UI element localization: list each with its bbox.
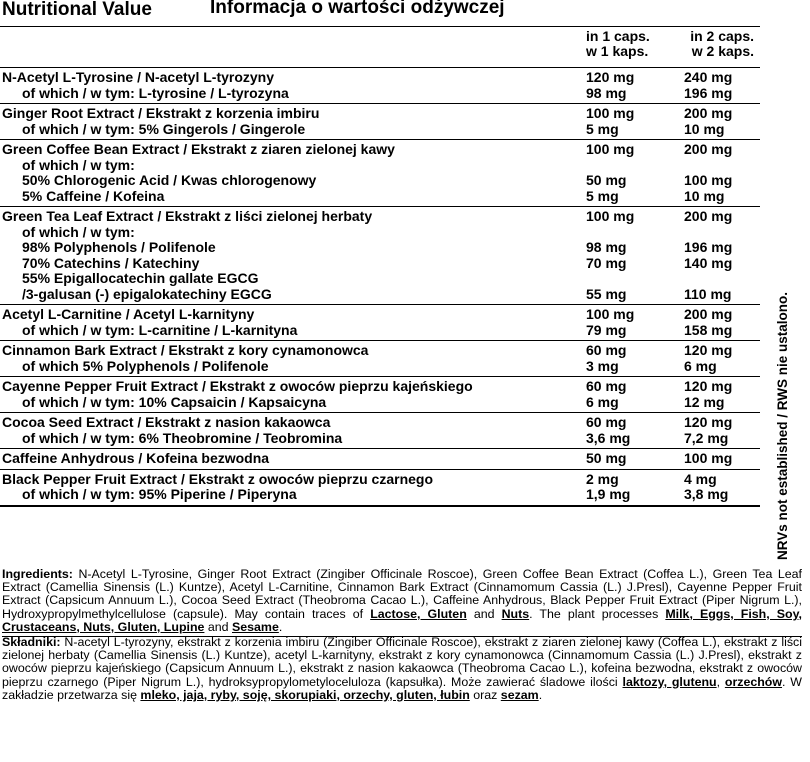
value-1-caps: 100 mg <box>586 306 635 322</box>
nutrient-name: of which / w tym: 95% Piperine / Piperyna <box>22 486 297 502</box>
value-1-caps: 5 mg <box>586 120 619 137</box>
nutrient-name: 55% Epigallocatechin gallate EGCG <box>22 270 259 286</box>
nutrient-row <box>0 395 760 411</box>
value-2-caps: 100 mg <box>684 172 733 188</box>
column-1-label-en: in 1 caps. <box>586 28 650 44</box>
value-1-caps: 3,6 mg <box>586 429 631 446</box>
column-1-label-pl: w 1 kaps. <box>586 43 649 59</box>
value-2-caps: 200 mg <box>684 306 733 322</box>
skladniki-and: oraz <box>469 687 501 702</box>
value-2-caps: 200 mg <box>684 208 733 224</box>
skladniki-sep: , <box>716 674 725 689</box>
value-2-caps: 4 mg <box>684 470 717 487</box>
nutrient-name: Caffeine Anhydrous / Kofeina bezwodna <box>2 450 270 466</box>
nutrient-name: of which / w tym: L-carnitine / L-karnityna <box>22 321 298 338</box>
nutrient-group <box>0 377 760 413</box>
nutrient-name: 5% Caffeine / Kofeina <box>22 187 165 204</box>
nutrient-row <box>0 86 760 102</box>
value-1-caps: 2 mg <box>586 470 619 487</box>
value-2-caps: 200 mg <box>684 105 733 121</box>
nutrient-row <box>0 431 760 447</box>
nutrient-name: Cayenne Pepper Fruit Extract / Ekstrakt z owoców pieprzu kajeńskiego <box>2 378 473 394</box>
nutrient-name: of which / w tym: 6% Theobromine / Teobromina <box>22 429 343 446</box>
nutrient-group <box>0 68 760 104</box>
nutrient-name: 98% Polyphenols / Polifenole <box>22 239 216 255</box>
nutrient-group <box>0 207 760 305</box>
nutrition-table <box>0 27 760 507</box>
nutrient-row <box>0 225 760 241</box>
nutrient-row <box>0 343 760 359</box>
title-polish: Informacja o wartości odżywczej <box>210 0 505 18</box>
nutrient-row <box>0 173 760 189</box>
value-2-caps: 196 mg <box>684 84 733 101</box>
value-1-caps: 5 mg <box>586 187 619 204</box>
nutrient-name: Cocoa Seed Extract / Ekstrakt z nasion kakaowca <box>2 414 331 430</box>
nutrient-row <box>0 240 760 256</box>
value-2-caps: 120 mg <box>684 414 733 430</box>
nrv-note: NRVs not established / RWS nie ustalono. <box>775 291 790 560</box>
skladniki-text-2: . W zakładzie przetwarza się <box>2 674 802 702</box>
value-1-caps: 60 mg <box>586 342 627 358</box>
value-1-caps: 120 mg <box>586 69 635 85</box>
nutrient-name: Green Tea Leaf Extract / Ekstrakt z liści zielonej herbaty <box>2 208 373 224</box>
allergen: Lactose, Gluten <box>370 606 467 621</box>
value-1-caps: 55 mg <box>586 285 627 302</box>
value-1-caps: 6 mg <box>586 393 619 410</box>
nutrient-group <box>0 305 760 341</box>
value-1-caps: 100 mg <box>586 141 635 157</box>
nutrient-row <box>0 106 760 122</box>
nutrient-row <box>0 307 760 323</box>
value-1-caps: 79 mg <box>586 321 627 338</box>
value-2-caps: 240 mg <box>684 69 733 85</box>
nutrient-name: of which 5% Polyphenols / Polifenole <box>22 357 269 374</box>
nutrient-row <box>0 451 760 467</box>
value-2-caps: 3,8 mg <box>684 486 729 502</box>
value-2-caps: 120 mg <box>684 378 733 394</box>
column-1-caps <box>586 29 681 59</box>
value-2-caps: 110 mg <box>684 285 732 302</box>
nutrient-name: Ginger Root Extract / Ekstrakt z korzenia imbiru <box>2 105 320 121</box>
allergen: Milk, Eggs, Fish, Soy, Crustaceans, Nuts, Gluten, Lupine <box>2 606 802 634</box>
nutrient-name: 70% Catechins / Katechiny <box>22 254 200 271</box>
nutrient-name: of which / w tym: L-tyrosine / L-tyrozyna <box>22 84 289 101</box>
column-2-label-en: in 2 caps. <box>690 28 754 44</box>
skladniki-end: . <box>538 687 543 702</box>
nutrient-row <box>0 142 760 158</box>
title-english: Nutritional Value <box>2 0 152 20</box>
allergen: Sesame <box>231 619 279 634</box>
nutrient-row <box>0 287 760 303</box>
nutrient-row <box>0 271 760 287</box>
nutrient-group <box>0 413 760 449</box>
ingredients-pl <box>2 636 802 702</box>
nutrient-row <box>0 379 760 395</box>
value-2-caps: 200 mg <box>684 141 733 157</box>
value-1-caps: 100 mg <box>586 105 635 121</box>
nutrient-row <box>0 70 760 86</box>
nutrient-groups <box>0 68 760 507</box>
value-2-caps: 100 mg <box>684 450 733 466</box>
ingredients-en <box>2 568 802 637</box>
value-2-caps: 7,2 mg <box>684 429 729 446</box>
nutrient-row <box>0 122 760 138</box>
nutrient-name: of which / w tym: <box>22 223 135 240</box>
value-1-caps: 1,9 mg <box>586 486 631 502</box>
allergen: mleko, jaja, ryby, soję, skorupiaki, orzechy, gluten, łubin <box>140 687 470 702</box>
ingredients-text-2: . The plant processes <box>529 606 666 621</box>
nutrient-row <box>0 189 760 205</box>
nutrient-name: 50% Chlorogenic Acid / Kwas chlorogenowy <box>22 172 317 188</box>
nutrient-name: Acetyl L-Carnitine / Acetyl L-karnityny <box>2 306 255 322</box>
value-2-caps: 158 mg <box>684 321 733 338</box>
nutrient-row <box>0 359 760 375</box>
header <box>0 0 760 27</box>
nutrient-name: of which / w tym: <box>22 156 135 173</box>
nutrient-name: Black Pepper Fruit Extract / Ekstrakt z owoców pieprzu czarnego <box>2 470 434 487</box>
value-1-caps: 60 mg <box>586 378 627 394</box>
nutrient-name: N-Acetyl L-Tyrosine / N-acetyl L-tyrozyny <box>2 69 275 85</box>
nutrient-row <box>0 209 760 225</box>
ingredients-and: and <box>466 606 502 621</box>
ingredients-and-2: and <box>204 619 232 634</box>
nutrient-group <box>0 140 760 207</box>
value-2-caps: 140 mg <box>684 254 733 271</box>
skladniki-label: Składniki: <box>2 635 61 649</box>
value-1-caps: 100 mg <box>586 208 635 224</box>
column-2-label-pl: w 2 kaps. <box>691 43 754 59</box>
nutrient-name: Cinnamon Bark Extract / Ekstrakt z kory cynamonowca <box>2 342 369 358</box>
nutrient-group <box>0 104 760 140</box>
value-2-caps: 12 mg <box>684 393 725 410</box>
nutrient-group <box>0 341 760 377</box>
value-2-caps: 196 mg <box>684 239 733 255</box>
nutrient-row <box>0 158 760 174</box>
value-2-caps: 6 mg <box>684 357 717 374</box>
column-2-caps <box>676 29 758 59</box>
nutrient-row <box>0 323 760 339</box>
value-1-caps: 60 mg <box>586 414 627 430</box>
value-1-caps: 98 mg <box>586 239 627 255</box>
column-header <box>0 27 760 68</box>
value-2-caps: 120 mg <box>684 342 733 358</box>
nutrient-group <box>0 449 760 470</box>
ingredients-end: . <box>278 619 283 634</box>
nutrient-row <box>0 256 760 272</box>
nutrient-name: of which / w tym: 10% Capsaicin / Kapsaicyna <box>22 393 327 410</box>
nutrient-row <box>0 472 760 488</box>
ingredients-text: N-Acetyl L-Tyrosine, Ginger Root Extract (Zingiber Officinale Roscoe), Green Coffee Bean Extract (Coffea L.), Green Tea Leaf Extract (Camellia Sinensis (L.) Kuntze), Acetyl L-Carnitine, Cinnamon Bark Extract (Cinnamomum Cassia (L.) J.Presl), Cayenne Pepper Fruit Extract (Capsicum Annuum L.), Cocoa Seed Extract (Theobroma Cacao L.), Caffeine Anhydrous, Black Pepper Fruit Extract (Piper Nigrum L.), Hydroxypropylmethylcellulose (capsule). May contain traces of <box>2 567 802 621</box>
nutrient-group <box>0 470 760 507</box>
nutrient-name: of which / w tym: 5% Gingerols / Gingerole <box>22 120 306 137</box>
nutrient-row <box>0 415 760 431</box>
value-1-caps: 50 mg <box>586 450 627 466</box>
skladniki-text: N-acetyl L-tyrozyny, ekstrakt z korzenia imbiru (Zingiber Officinale Roscoe), ekstrakt z ziaren zielonej kawy (Coffea L.), ekstrakt z liści zielonej herbaty (Camellia Sinensis (L.) Kuntze), acetyl L-karnityny, ekstrakt z kory cynamonowca (Cinnamomum Cassia (L.) J.Presl), ekstrakt z owoców pieprzu kajeńskiego (Capsicum Annuum L.), ekstrakt z nasion kakaowca (Theobroma Cacao L.), kofeina bezwodna, ekstrakt z owoców pieprzu czarnego (Piper Nigrum L.), hydroksypropylometyloceluloza (kapsułka). Może zawierać śladowe ilości <box>2 635 802 689</box>
allergen: Nuts <box>501 606 530 621</box>
value-2-caps: 10 mg <box>684 120 725 137</box>
value-1-caps: 70 mg <box>586 254 627 271</box>
value-1-caps: 3 mg <box>586 357 619 374</box>
value-1-caps: 50 mg <box>586 172 627 188</box>
nutrient-row <box>0 487 760 503</box>
nutrient-name: /3-galusan (-) epigalokatechiny EGCG <box>22 285 272 302</box>
allergen: orzechów <box>724 674 783 689</box>
ingredients-label: Ingredients: <box>2 567 73 581</box>
value-2-caps: 10 mg <box>684 187 725 204</box>
allergen: sezam <box>500 687 539 702</box>
allergen: laktozy, glutenu <box>622 674 717 689</box>
nutrient-name: Green Coffee Bean Extract / Ekstrakt z ziaren zielonej kawy <box>2 141 395 157</box>
value-1-caps: 98 mg <box>586 84 627 101</box>
